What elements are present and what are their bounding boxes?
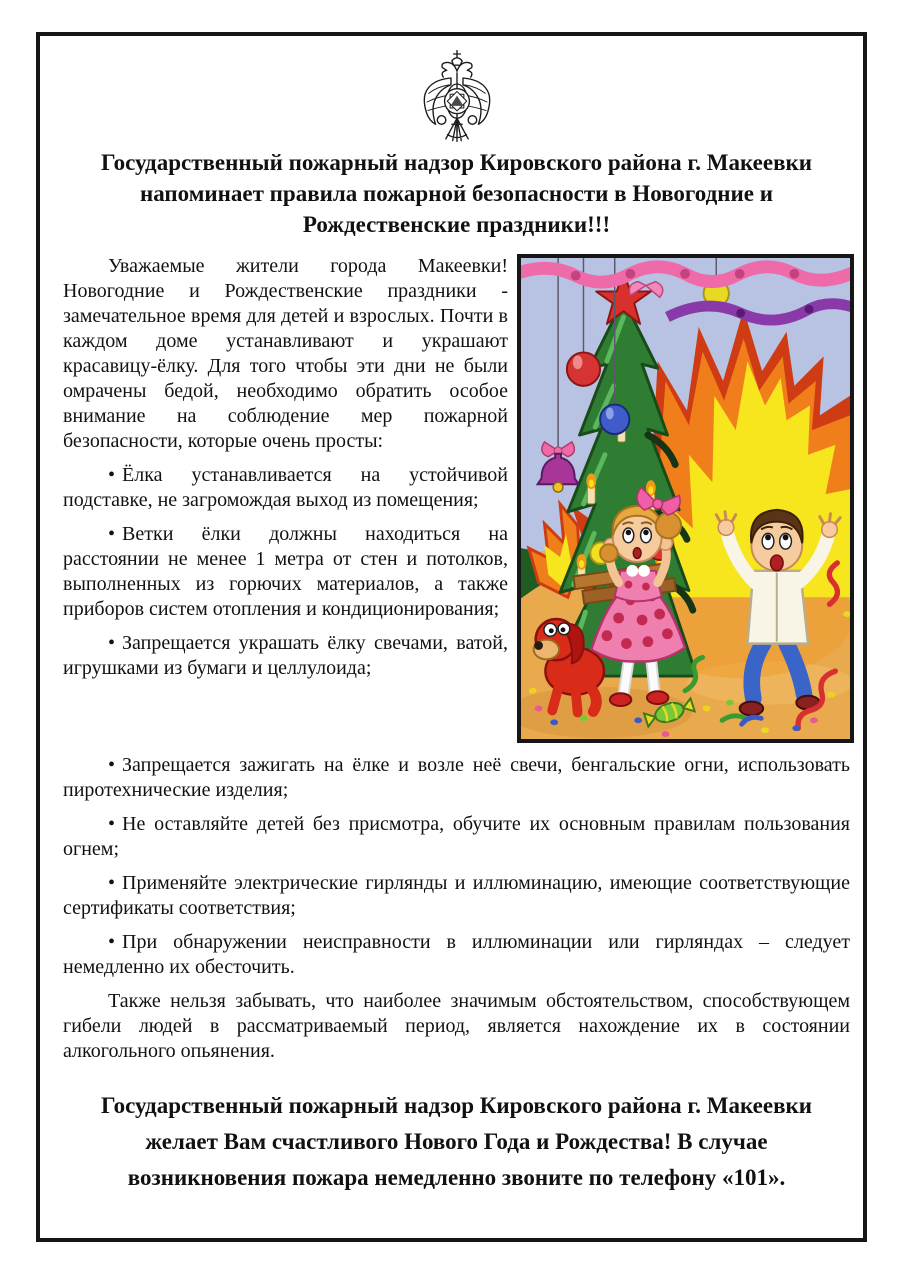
title-line: Рождественские праздники!!!: [302, 212, 611, 237]
bullet-marker: •: [108, 813, 116, 835]
bullet-marker: •: [108, 523, 116, 545]
body-text: [63, 254, 850, 1064]
footer-message: [63, 1088, 850, 1196]
rule-item: [63, 522, 508, 622]
text-column: [63, 254, 508, 743]
bell-ornament: [538, 442, 579, 492]
footer-line: желает Вам счастливого Нового Года и Рождества! В случае: [145, 1129, 768, 1154]
title-line: Государственный пожарный надзор Кировского района г. Макеевки: [100, 150, 813, 175]
bullet-marker: •: [108, 464, 116, 486]
emercom-emblem-icon: [417, 48, 497, 144]
paragraph-conclusion: Также нельзя забывать, что наиболее значимым обстоятельством, способствующем гибели людей в рассматриваемый период, является нахождение их в состоянии алкогольного опьянения.: [63, 990, 850, 1062]
page-frame: [36, 32, 867, 1242]
bullet-marker: •: [108, 754, 116, 776]
rule-text: Ёлка устанавливается на устойчивой подставке, не загромождая выход из помещения;: [63, 464, 508, 511]
rule-text: При обнаружении неисправности в иллюминации или гирляндах – следует немедленно их обесточить.: [63, 931, 850, 978]
fire-safety-illustration: [517, 254, 854, 743]
rule-text: Запрещается украшать ёлку свечами, ватой, игрушками из бумаги и целлулоида;: [63, 632, 508, 679]
rule-text: Ветки ёлки должны находиться на расстоянии не менее 1 метра от стен и потолков, выполненных из горючих материалов, а также приборов систем отопления и кондиционирования;: [63, 523, 508, 620]
rule-text: Запрещается зажигать на ёлке и возле неё свечи, бенгальские огни, использовать пиротехнические изделия;: [63, 754, 850, 801]
bullet-marker: •: [108, 872, 116, 894]
logo-row: [63, 48, 850, 144]
rule-item: [63, 631, 508, 681]
footer-line: Государственный пожарный надзор Кировского района г. Макеевки: [100, 1093, 813, 1118]
rule-text: Применяйте электрические гирлянды и иллюминацию, имеющие соответствующие сертификаты соответствия;: [63, 872, 850, 919]
rule-item: [63, 463, 508, 513]
bullet-marker: •: [108, 931, 116, 953]
page-title: [63, 147, 850, 240]
text-with-illustration: [63, 254, 850, 743]
burning-tree-scene: [521, 258, 850, 739]
footer-line: возникновения пожара немедленно звоните по телефону «101».: [127, 1165, 786, 1190]
paragraph-intro: Уважаемые жители города Макеевки! Новогодние и Рождественские праздники - замечательное время для детей и взрослых. Почти в каждом доме устанавливают и украшают красавицу-ёлку. Для того чтобы эти дни не были омрачены бедой, необходимо обратить особое внимание на соблюдение мер пожарной безопасности, которые очень просты:: [63, 255, 508, 452]
rule-item: [63, 871, 850, 921]
rule-item: [63, 930, 850, 980]
rule-item: [63, 812, 850, 862]
bullet-marker: •: [108, 632, 116, 654]
title-line: напоминает правила пожарной безопасности в Новогодние и: [139, 181, 773, 206]
rule-text: Не оставляйте детей без присмотра, обучите их основным правилам пользования огнем;: [63, 813, 850, 860]
rule-item: [63, 753, 850, 803]
